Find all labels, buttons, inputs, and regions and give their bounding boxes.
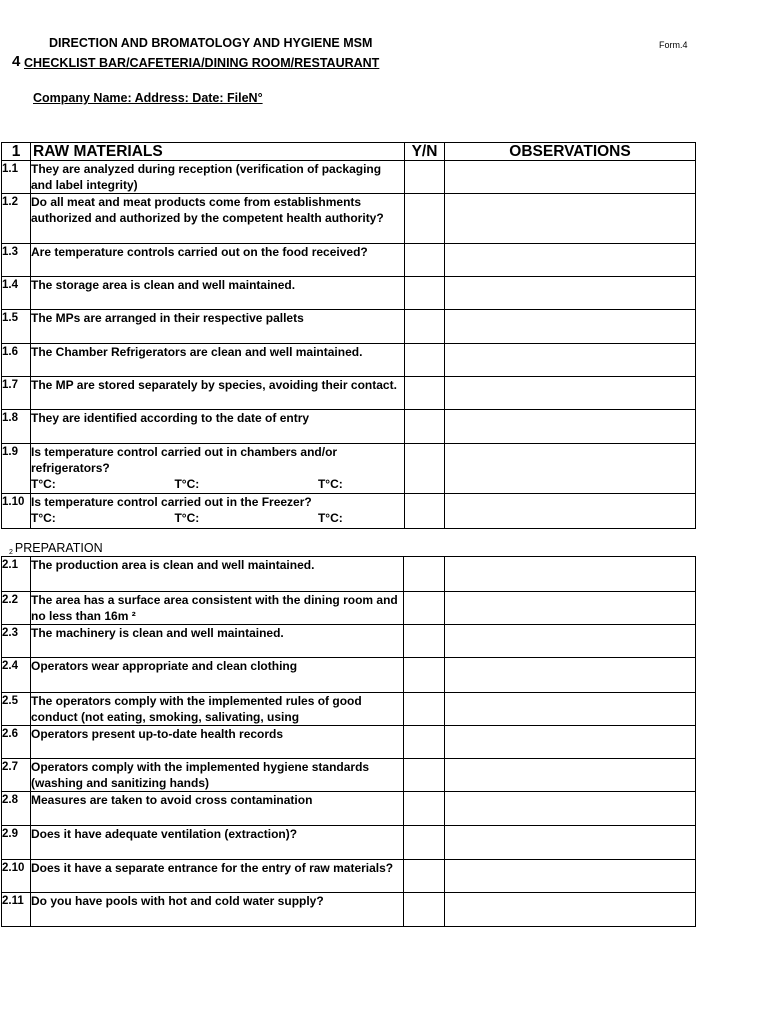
yes-no-cell[interactable]	[404, 592, 445, 625]
yes-no-cell[interactable]	[404, 826, 445, 860]
item-number: 1.5	[2, 310, 31, 344]
section-number: 1	[2, 143, 31, 161]
table-row	[2, 860, 696, 893]
item-question-text: Operators present up-to-date health records	[31, 727, 284, 741]
observations-cell[interactable]	[445, 410, 696, 444]
item-question-text: The storage area is clean and well maintained.	[31, 278, 296, 292]
item-question-text: Is temperature control carried out in the Freezer?	[31, 495, 312, 509]
yes-no-cell[interactable]	[405, 494, 445, 529]
yes-no-cell[interactable]	[405, 310, 445, 344]
observations-cell[interactable]	[445, 344, 696, 377]
item-question-text: Is temperature control carried out in chambers and/or refrigerators?	[31, 445, 338, 475]
observations-cell[interactable]	[445, 161, 696, 194]
observations-cell[interactable]	[445, 592, 696, 625]
item-question	[31, 244, 405, 277]
yes-no-cell[interactable]	[404, 658, 445, 693]
table-row	[2, 244, 696, 277]
item-question-text: They are analyzed during reception (verification of packaging and label integrity)	[31, 162, 382, 192]
yes-no-cell[interactable]	[404, 759, 445, 792]
yes-no-cell[interactable]	[404, 625, 445, 658]
table-row	[2, 693, 696, 726]
item-question	[31, 277, 405, 310]
observations-cell[interactable]	[445, 759, 696, 792]
yes-no-cell[interactable]	[405, 344, 445, 377]
item-number: 2.9	[2, 826, 31, 860]
observations-cell[interactable]	[445, 194, 696, 244]
item-number: 2.5	[2, 693, 31, 726]
item-number: 2.10	[2, 860, 31, 893]
item-question	[31, 344, 405, 377]
table-row	[2, 277, 696, 310]
item-question	[31, 792, 404, 826]
item-question-text: The Chamber Refrigerators are clean and well maintained.	[31, 345, 363, 359]
temperature-fields	[31, 510, 404, 526]
item-question-text: The operators comply with the implemented rules of good conduct (not eating, smoking, salivating, using	[31, 694, 362, 724]
item-question-text: Does it have adequate ventilation (extraction)?	[31, 827, 298, 841]
item-question	[31, 410, 405, 444]
observations-column-header: OBSERVATIONS	[445, 143, 696, 161]
item-question	[31, 557, 404, 592]
yes-no-cell[interactable]	[405, 410, 445, 444]
item-question-text: Are temperature controls carried out on the food received?	[31, 245, 368, 259]
item-question	[31, 893, 404, 927]
temperature-fields	[31, 476, 404, 492]
observations-cell[interactable]	[445, 625, 696, 658]
item-question-text: Operators comply with the implemented hygiene standards (washing and sanitizing hands)	[31, 760, 370, 790]
company-info-line: Company Name: Address: Date: FileN°	[33, 91, 263, 105]
temperature-label: T°C:	[31, 477, 56, 491]
item-question	[31, 592, 404, 625]
item-question-text: Do all meat and meat products come from establishments authorized and authorized by the competent health authority?	[31, 195, 384, 225]
item-question-text: The machinery is clean and well maintained.	[31, 626, 284, 640]
item-number: 2.4	[2, 658, 31, 693]
item-question	[31, 658, 404, 693]
observations-cell[interactable]	[445, 860, 696, 893]
table-row	[2, 194, 696, 244]
item-question	[31, 759, 404, 792]
table-row	[2, 344, 696, 377]
table-row	[2, 792, 696, 826]
item-number: 1.2	[2, 194, 31, 244]
item-number: 2.8	[2, 792, 31, 826]
item-question-text: The MP are stored separately by species, avoiding their contact.	[31, 378, 397, 392]
yes-no-cell[interactable]	[404, 557, 445, 592]
table-row	[2, 494, 696, 529]
item-question	[31, 444, 405, 494]
item-number: 1.8	[2, 410, 31, 444]
yes-no-cell[interactable]	[405, 194, 445, 244]
yes-no-cell[interactable]	[405, 377, 445, 410]
yes-no-cell[interactable]	[404, 693, 445, 726]
yes-no-cell[interactable]	[404, 726, 445, 759]
table-row	[2, 658, 696, 693]
observations-cell[interactable]	[445, 726, 696, 759]
item-question	[31, 194, 405, 244]
table-row	[2, 826, 696, 860]
item-question	[31, 860, 404, 893]
section-title: RAW MATERIALS	[31, 143, 405, 161]
table-row	[2, 592, 696, 625]
item-number: 1.3	[2, 244, 31, 277]
temperature-label: T°C:	[31, 511, 56, 525]
yes-no-cell[interactable]	[405, 444, 445, 494]
observations-cell[interactable]	[445, 893, 696, 927]
raw-materials-table	[1, 142, 696, 529]
item-question-text: The area has a surface area consistent with the dining room and no less than 16m ²	[31, 593, 398, 623]
item-question	[31, 625, 404, 658]
item-number: 2.6	[2, 726, 31, 759]
yes-no-cell[interactable]	[404, 792, 445, 826]
item-number: 1.9	[2, 444, 31, 494]
checklist-title: CHECKLIST BAR/CAFETERIA/DINING ROOM/RESTAURANT	[24, 56, 380, 70]
item-question	[31, 826, 404, 860]
item-number: 2.2	[2, 592, 31, 625]
table-row	[2, 377, 696, 410]
table-row	[2, 726, 696, 759]
yes-no-cell[interactable]	[405, 277, 445, 310]
yes-no-cell[interactable]	[405, 244, 445, 277]
section-title: PREPARATION	[14, 541, 103, 555]
observations-cell[interactable]	[445, 244, 696, 277]
table-row	[2, 161, 696, 194]
item-number: 2.11	[2, 893, 31, 927]
document-title: DIRECTION AND BROMATOLOGY AND HYGIENE MSM	[49, 36, 373, 50]
temperature-label: T°C:	[317, 511, 343, 525]
observations-cell[interactable]	[445, 494, 696, 529]
item-question	[31, 726, 404, 759]
item-number: 1.10	[2, 494, 31, 529]
item-number: 1.7	[2, 377, 31, 410]
item-question	[31, 494, 405, 529]
section-heading-preparation	[9, 541, 103, 556]
item-question	[31, 310, 405, 344]
table-row	[2, 625, 696, 658]
observations-cell[interactable]	[445, 826, 696, 860]
item-question-text: Do you have pools with hot and cold water supply?	[31, 894, 324, 908]
item-number: 1.1	[2, 161, 31, 194]
table-row	[2, 444, 696, 494]
item-number: 2.3	[2, 625, 31, 658]
table-row	[2, 557, 696, 592]
observations-cell[interactable]	[445, 693, 696, 726]
table-row	[2, 410, 696, 444]
yes-no-cell[interactable]	[405, 161, 445, 194]
item-number: 2.1	[2, 557, 31, 592]
observations-cell[interactable]	[445, 277, 696, 310]
observations-cell[interactable]	[445, 310, 696, 344]
table-row	[2, 893, 696, 927]
checklist-number: 4	[12, 53, 21, 70]
observations-cell[interactable]	[445, 557, 696, 592]
item-question-text: Measures are taken to avoid cross contamination	[31, 793, 313, 807]
item-number: 2.7	[2, 759, 31, 792]
observations-cell[interactable]	[445, 658, 696, 693]
table-row	[2, 310, 696, 344]
observations-cell[interactable]	[445, 377, 696, 410]
table-row	[2, 759, 696, 792]
item-question-text: They are identified according to the date of entry	[31, 411, 310, 425]
temperature-label: T°C:	[174, 477, 200, 491]
observations-cell[interactable]	[445, 792, 696, 826]
table-header-row	[2, 143, 696, 161]
item-question	[31, 377, 405, 410]
item-question-text: The production area is clean and well maintained.	[31, 558, 315, 572]
temperature-label: T°C:	[174, 511, 200, 525]
item-question-text: Does it have a separate entrance for the entry of raw materials?	[31, 861, 394, 875]
yes-no-cell[interactable]	[404, 893, 445, 927]
preparation-table	[1, 556, 696, 927]
item-number: 1.4	[2, 277, 31, 310]
item-question	[31, 693, 404, 726]
item-question	[31, 161, 405, 194]
yes-no-column-header: Y/N	[405, 143, 445, 161]
observations-cell[interactable]	[445, 444, 696, 494]
temperature-label: T°C:	[317, 477, 343, 491]
form-number: Form.4	[659, 40, 688, 50]
section-number: 2	[9, 549, 13, 556]
item-number: 1.6	[2, 344, 31, 377]
yes-no-cell[interactable]	[404, 860, 445, 893]
item-question-text: The MPs are arranged in their respective pallets	[31, 311, 304, 325]
item-question-text: Operators wear appropriate and clean clothing	[31, 659, 298, 673]
